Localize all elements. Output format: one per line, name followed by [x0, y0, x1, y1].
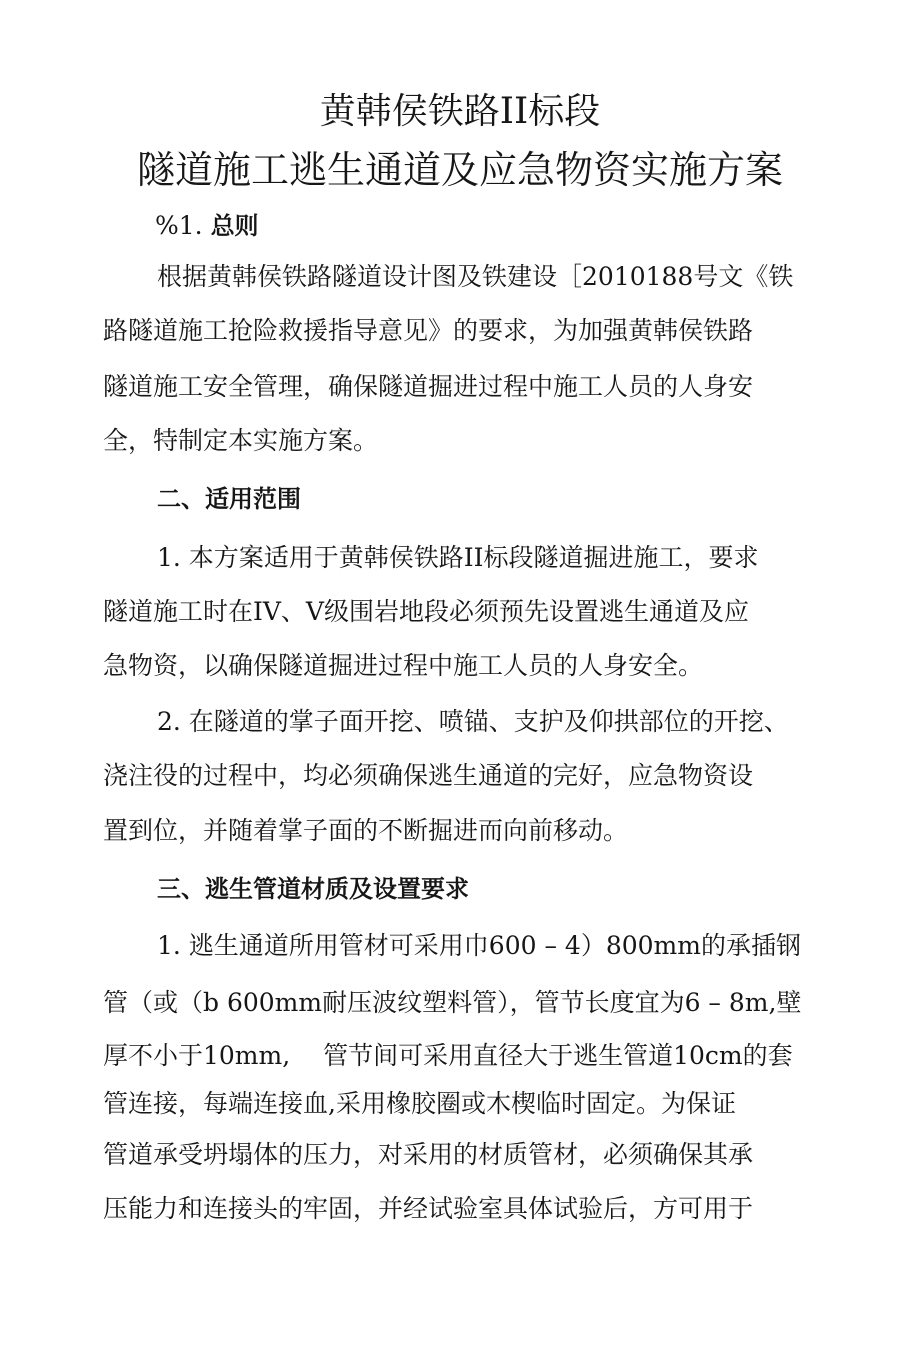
paragraph-line: 压能力和连接头的牢固，并经试验室具体试验后，方可用于 [103, 1194, 754, 1223]
paragraph-line: 管（或（b 600mm耐压波纹塑料管），管节长度宜为6 – 8m,壁 [103, 988, 802, 1017]
paragraph-line: 1. 逃生通道所用管材可采用巾600 – 4）800mm的承插钢 [157, 931, 801, 960]
section-heading-scope: 二、适用范围 [157, 485, 301, 513]
paragraph-line: 急物资，以确保隧道掘进过程中施工人员的人身安全。 [103, 651, 704, 680]
paragraph-line: 置到位，并随着掌子面的不断掘进而向前移动。 [103, 816, 629, 845]
paragraph-line: 全，特制定本实施方案。 [103, 426, 379, 455]
section-number: %1. [155, 211, 211, 240]
paragraph-line: 浇注役的过程中，均必须确保逃生通道的完好，应急物资设 [103, 761, 754, 790]
paragraph-line: 隧道施工时在IV、V级围岩地段必须预先设置逃生通道及应 [103, 597, 749, 626]
paragraph-line: 路隧道施工抢险救援指导意见》的要求，为加强黄韩侯铁路 [103, 316, 754, 345]
paragraph-line: 隧道施工安全管理，确保隧道掘进过程中施工人员的人身安 [103, 372, 754, 401]
document-title-line1: 黄韩侯铁路II标段 [319, 91, 601, 132]
paragraph-line: 2. 在隧道的掌子面开挖、喷锚、支护及仰拱部位的开挖、 [157, 707, 789, 736]
section-heading-text: 总则 [210, 212, 259, 240]
section-heading-general [155, 210, 259, 242]
paragraph-line: 根据黄韩侯铁路隧道设计图及铁建设［2010188号文《铁 [157, 262, 794, 291]
paragraph-line: 1. 本方案适用于黄韩侯铁路II标段隧道掘进施工，要求 [157, 543, 759, 572]
paragraph-line: 管道承受坍塌体的压力，对采用的材质管材，必须确保其承 [103, 1140, 754, 1169]
document-title-line2: 隧道施工逃生通道及应急物资实施方案 [136, 148, 783, 192]
section-heading-pipe-material: 三、逃生管道材质及设置要求 [157, 875, 469, 903]
paragraph-line: 厚不小于10mm, 管节间可采用直径大于逃生管道10cm的套 [103, 1041, 793, 1070]
paragraph-line: 管连接，每端连接血,采用橡胶圈或木楔临时固定。为保证 [103, 1089, 736, 1118]
